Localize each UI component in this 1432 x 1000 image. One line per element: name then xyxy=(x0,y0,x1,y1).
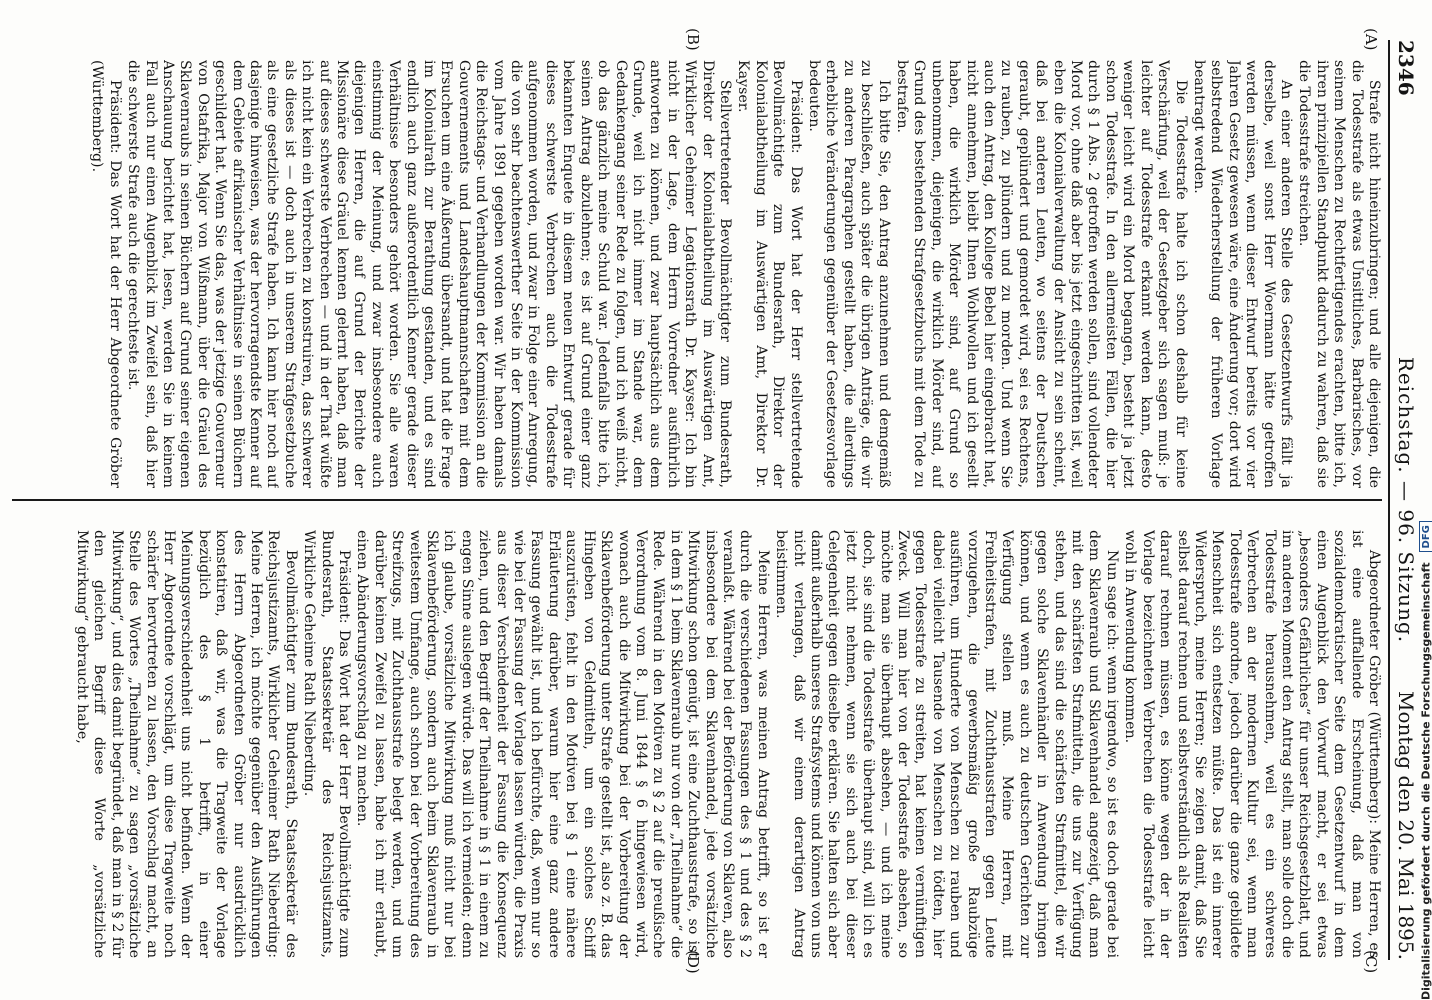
paragraph: Ich bitte Sie, den Antrag anzunehmen und demgemäß zu beschließen, auch später die übrigen Anträge, die wir zu anderen Paragraphen gestellt haben, die allerdings erhebliche Veränderungen gegenüber der Gesetzesvorlage bedeuten. xyxy=(806,60,892,488)
paragraph: Die Todesstrafe halte ich schon deshalb für keine Verschärfung, weil der Gesetzgeber sich sagen muß: je leichter auf Todesstrafe erkannt werden kann, desto weniger leicht wird ein Mord begangen, besteht ja jetzt schon Todesstrafe. In den allermeisten Fällen, die hier durch § 1 Abs. 2 getroffen werden sollen, sind vollendeter Mord vor, ohne daß aber bis jetzt eingeschritten ist, weil eben die Kolonialverwaltung der Ansicht zu sein scheint, daß bei anderen Leuten, wo seitens der Deutschen geraubt, geplündert und gemordet wird, sei es Rechtens, zu rauben, zu plündern und zu morden. Und wenn Sie auch den Antrag, den Kollege Bebel hier eingebracht hat, nicht annehmen, bleibt Ihnen Wohlwollen und ich gesellt haben, die wirklich Mörder sind, auf Grund so unbenommen, diejenigen, die wirklich Mörder sind, auf Grund des bestehenden Strafgesetzbuchs mit dem Tode zu bestrafen. xyxy=(894,60,1189,488)
speaker-paragraph: Abgeordneter Gröber (Württemberg): Meine Herren, es ist eine auffallende Erscheinung, daß man von sozialdemokratischer Seite dem Gesetzentwurf in dem einen Augenblick den Vorwurf macht, er sei etwas „besonders Gefährliches“ für unser Reichsgesetzblatt, und im anderen Moment den Antrag stellt, man solle doch die Todesstrafe herausnehmen, weil es ein schweres Verbrechen an der modernen Kultur sei, wenn man Todesstrafe anordne, jedoch darüber die ganze gebildete Menschheit sich entsetzen müßte. Das ist ein innerer Widerspruch, meine Herren; Sie zeigen damit, daß Sie selbst darauf rechnen und selbstverständlich als Realisten darauf rechnen müssen, es könne wegen der in der Vorlage bezeichneten Verbrechen die Todesstrafe leicht wohl in Anwendung kommen. xyxy=(1122,530,1382,958)
dfg-logo: DFG xyxy=(1419,521,1432,552)
margin-letter-c: (C) xyxy=(1362,950,1380,974)
paragraph: An einer anderen Stelle des Gesetzentwurfs fällt ja derselbe, weil sonst Herr Woermann hätte getroffen werden müssen, wenn dieser Entwurf bereits vor vier Jahren Gesetz gewesen wäre, eine Änderung vor; dort wird selbstredend Wiederherstellung der früheren Vorlage beantragt werden. xyxy=(1190,60,1294,488)
margin-letter-b: (B) xyxy=(684,28,702,51)
speaker-paragraph: Präsident: Das Wort hat der Herr Abgeordnete Gröber (Württemberg). xyxy=(89,60,123,488)
speaker-paragraph: Stellvertretender Bevollmächtigter zum Bundesrath, Direktor der Kolonialabtheilung im Auswärtigen Amt, Wirklicher Geheimer Legationsrath Dr. Kayser: Ich bin nicht in der Lage, dem Herrn Vorredner ausführlich antworten zu können, und zwar hauptsächlich aus dem Grunde, weil ich nicht immer im Stande war, dem Gedankengang seiner Rede zu folgen, und ich weiß nicht, ob das gänzlich meine Schuld war. Jedenfalls bitte ich, seinen Antrag abzulehnen; es ist auf Grund einer ganz bekannten Enquete in diesem neuen Entwurf gerade für dieses schwerste Verbrechen auch die Todesstrafe aufgenommen worden, und zwar in Folge einer Anregung, die von sehr beachtenswerther Seite in der Kommission vom Jahre 1891 gegeben worden war. Wir haben damals die Reichstags- und Verhandlungen der Kommission an die Gouvernements und Landeshauptmannschaften mit dem Ersuchen um eine Äußerung übersandt, und hat die Frage im Kolonialrath zur Berathung gestanden, und es sind endlich auch ganz außerordentlich Kenner gerade dieser Verhältnisse besonders gehört worden. Sie alle waren einstimmig der Meinung, und zwar insbesondere auch diejenigen Herren, die auf Grund der Berichte der Missionäre diese Gräuel kennen gelernt haben, daß man auf dieses schwerste Verbrechen — und in der That wüßte ich nicht kein ein Verbrechen zu konstruiren, das schwerer als dieses ist — doch auch in unserem Strafgesetzbuche als eine gesetzliche Strafe haben. Ich kann hier noch auf dasjenige hinweisen, was der hervorragendste Kenner auf dem Gebiete afrikanischer Verhältnisse in seinen Büchern geschildert hat. Wenn Sie das, was der jetzige Gouverneur von Ostafrika, Major von Wißmann, über die Gräuel des Sklavenraubs in seinen Büchern auf Grund seiner eigenen Anschauung berichtet hat, lesen, werden Sie in keinem Fall auch nur einen Augenblick im Zweifel sein, daß hier die schwerste Strafe auch die gerechteste ist. xyxy=(125,60,733,488)
margin-letter-a: (A) xyxy=(1362,28,1380,51)
digitization-note xyxy=(1419,521,1432,1000)
digitization-footer xyxy=(1406,0,1432,1000)
page-title: Reichstag. — 96. Sitzung. xyxy=(1394,356,1418,644)
left-column xyxy=(12,60,1382,488)
paragraph: Nun sage ich: wenn irgendwo, so ist es doch gerade bei dem Sklavenraub und Sklavenhandel angezeigt, daß man mit den schärfsten Strafmitteln, die uns zur Verfügung stehen, und das sind die schärfsten Strafmittel, die wir gegen solche Sklavenhändler in Anwendung bringen können, und wenn es auch zu deutschen Gerichten zur Verfügung stellen muß. Meine Herren, mit Freiheitsstrafen, mit Zuchthausstrafen gegen Leute vorzugehen, die gewerbsmäßig große Raubzüge ausführen, um Hunderte von Menschen zu rauben und dabei vielleicht Tausende von Menschen zu tödten, hier gegen Todesstrafe zu streiten, hat keinen vernünftigen Zweck. Will man hier von der Todesstrafe absehen, so möchte man sie überhaupt absehen, — und ich meine doch, sie sind die Todesstrafe überhaupt sind, will ich es jetzt nicht nehmen, wenn sie sich auch bei dieser Gelegenheit gegen dieselbe erklären. Sie halten sich aber damit außerhalb unseres Strafsystems und können von uns nicht verlangen, daß wir einem derartigen Antrag beistimmen. xyxy=(773,530,1120,958)
rotated-page xyxy=(6,20,1426,980)
right-column xyxy=(12,530,1382,958)
speaker-paragraph: Bevollmächtigter zum Bundesrath, Staatssekretär des Reichsjustizamts, Wirklicher Geheimer Rath Nieberding: Meine Herren, ich möchte gegenüber den Ausführungen des Herrn Abgeordneten Gröber nur ausdrücklich konstatiren, daß wir, was die Tragweite der Vorlage bezüglich des § 1 betrifft, in einer Meinungsverschiedenheit uns nicht befinden. Wenn der Herr Abgeordnete vorschlägt, um diese Tragweite noch schärfer hervortreten zu lassen, den Vorschlag macht, an Stelle des Wortes „Theilnahme“ zu sagen „vorsätzliche Mitwirkung“, und dies damit begründet, daß man in § 2 für den gleichen Begriff diese Worte „vorsätzliche Mitwirkung“ gebraucht habe, xyxy=(73,530,299,958)
paragraph: Strafe nicht hineinzubringen; und alle diejenigen, die die Todesstrafe als etwas Unsittliches, Barbarisches, vor seinem Menschen zu Rechtfertigendes erachten, bitte ich, ihren prinzipiellen Standpunkt dadurch zu wahren, daß sie die Todesstrafe streichen. xyxy=(1296,60,1382,488)
digitization-note-text: Digitalisierung gefördert durch die Deutsche Forschungsgemeinschaft xyxy=(1419,562,1432,1000)
speaker-paragraph: Präsident: Das Wort hat der Herr Bevollmächtigte zum Bundesrath, Staatssekretär des Reichsjustizamts, Wirkliche Geheime Rath Nieberding. xyxy=(301,530,353,958)
session-date: Montag den 20. Mai 1895. xyxy=(1394,691,1418,960)
page-number: 2346 xyxy=(1394,40,1418,96)
speaker-paragraph: Präsident: Das Wort hat der Herr stellvertretende Bevollmächtigte zum Bundesrath, Direktor der Kolonialabtheilung im Auswärtigen Amt, Direktor Dr. Kayser. xyxy=(735,60,804,488)
margin-letter-d: (D) xyxy=(684,950,702,974)
column-divider xyxy=(12,499,1382,501)
paragraph: Meine Herren, was meinen Antrag betrifft, so ist er durch die verschiedenen Fassungen des § 1 und des § 2 veranlaßt. Während bei der Beförderung von Sklaven, also insbesondere bei dem Sklavenhandel, jede vorsätzliche Mitwirkung schon genügt, ist eine Zuchthausstrafe, so ist in dem § 1 beim Sklavenraub nur von der „Theilnahme“ die Rede. Während in den Motiven zu § 2 auf die preußische Verordnung vom 8. Juni 1844 § 6 hingewiesen wird, wonach auch die Mitwirkung bei der Vorbereitung der Sklavenbeförderung unter Strafe gestellt ist, also z. B. das Hingeben von Geldmitteln, um ein solches Schiff auszurüsten, fehlt in den Motiven bei § 1 eine nähere Erläuterung darüber, warum hier eine ganz andere Fassung gewählt ist, und ich befürchte, daß, wenn nur so wie bei der Fassung der Vorlage lassen würden, die Praxis aus dieser Verschiedenheit der Fassung die Konsequenz ziehen, und den Begriff der Theilnahme in § 1 in einem zu engen Sinne auslegen würde. Das will ich vermeiden; denn ich glaube, vorsätzliche Mitwirkung muß nicht nur bei Sklavenbeförderung, sondern auch beim Sklavenraub in weitestem Umfange, auch schon bei der Vorbereitung des Streifzugs, mit Zuchthausstrafe belegt werden, und um darüber keinen Zweifel zu lassen, habe ich mir erlaubt, einen Abänderungsvorschlag zu machen. xyxy=(354,530,771,958)
